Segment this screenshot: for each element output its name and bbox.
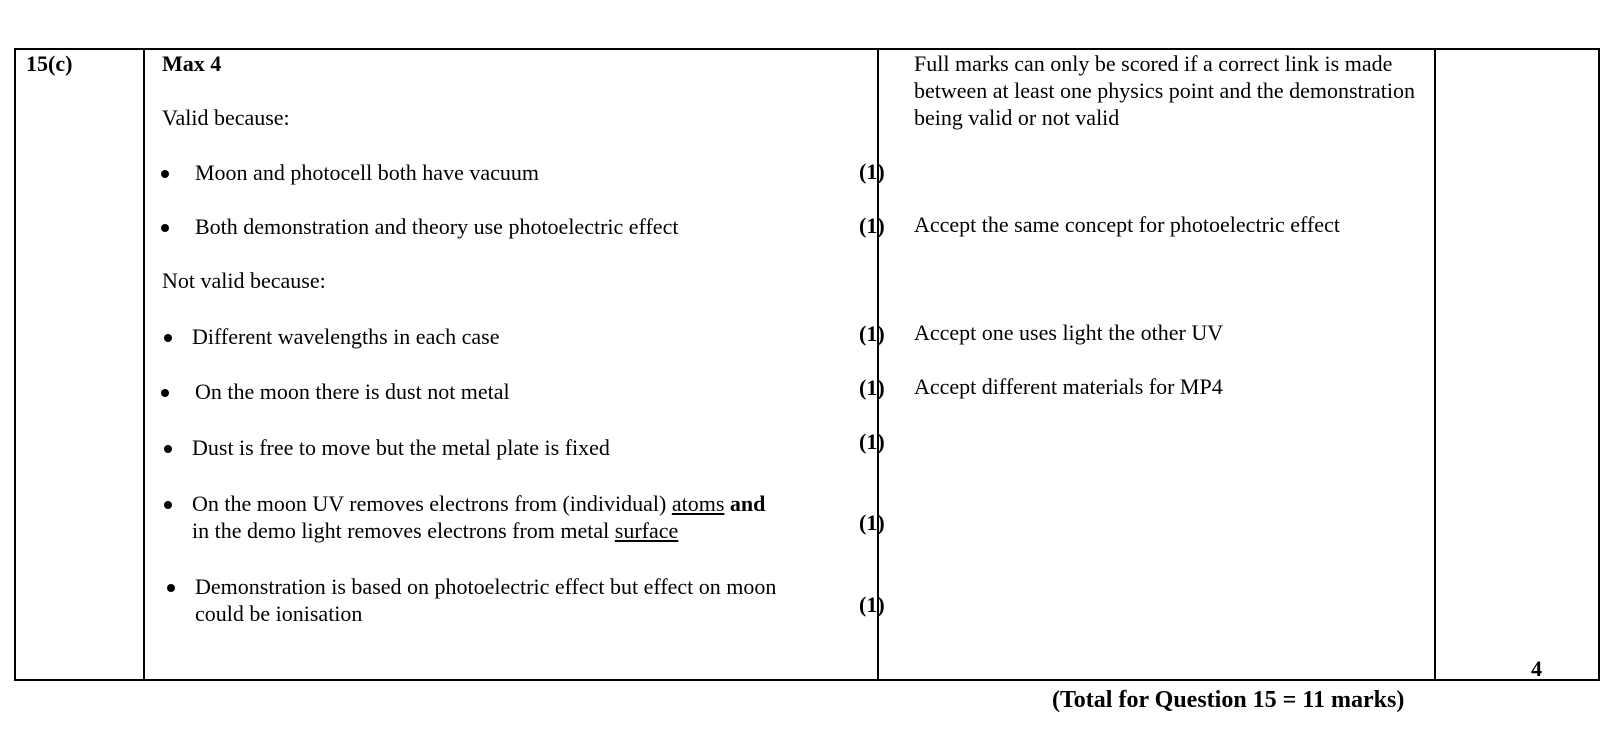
bullet-icon <box>164 334 172 342</box>
mark-not-valid-3: (1) <box>859 429 885 454</box>
guidance-full-marks-line-2: between at least one physics point and the demonstration <box>914 78 1415 103</box>
answer-heading: Max 4 <box>162 51 222 76</box>
guidance-full-marks-line-1: Full marks can only be scored if a correct link is made <box>914 51 1393 76</box>
bullet-icon <box>164 501 172 509</box>
question-total: (Total for Question 15 = 11 marks) <box>1052 687 1405 713</box>
not-valid-point-4-line-1: On the moon UV removes electrons from (individual) atoms and <box>192 491 766 516</box>
bullet-icon <box>161 224 169 232</box>
not-valid-point-1: Different wavelengths in each case <box>192 324 500 349</box>
mark-not-valid-2: (1) <box>859 375 885 400</box>
valid-point-1: Moon and photocell both have vacuum <box>195 160 539 185</box>
guidance-full-marks-line-3: being valid or not valid <box>914 105 1120 130</box>
not-valid-heading: Not valid because: <box>162 268 326 293</box>
guidance-accept-uv: Accept one uses light the other UV <box>914 320 1224 345</box>
not-valid-point-2: On the moon there is dust not metal <box>195 379 510 404</box>
valid-heading: Valid because: <box>162 105 290 130</box>
column-divider-2 <box>877 50 879 679</box>
mark-not-valid-1: (1) <box>859 321 885 346</box>
mark-total: 4 <box>1531 656 1542 681</box>
question-number: 15(c) <box>26 51 73 76</box>
mark-valid-1: (1) <box>859 159 885 184</box>
valid-point-2: Both demonstration and theory use photoelectric effect <box>195 214 679 239</box>
guidance-accept-materials: Accept different materials for MP4 <box>914 374 1223 399</box>
mark-not-valid-4: (1) <box>859 510 885 535</box>
not-valid-point-5-line-1: Demonstration is based on photoelectric effect but effect on moon <box>195 574 777 599</box>
bullet-icon <box>161 170 169 178</box>
not-valid-point-3: Dust is free to move but the metal plate is fixed <box>192 435 610 460</box>
guidance-accept-photoelectric: Accept the same concept for photoelectric effect <box>914 212 1340 237</box>
bullet-icon <box>161 389 169 397</box>
not-valid-point-5-line-2: could be ionisation <box>195 601 363 626</box>
bullet-icon <box>167 584 175 592</box>
column-divider-1 <box>143 50 145 679</box>
column-divider-3 <box>1434 50 1436 679</box>
not-valid-point-4-line-2: in the demo light removes electrons from metal surface <box>192 518 679 543</box>
mark-valid-2: (1) <box>859 213 885 238</box>
bullet-icon <box>164 445 172 453</box>
mark-not-valid-5: (1) <box>859 592 885 617</box>
